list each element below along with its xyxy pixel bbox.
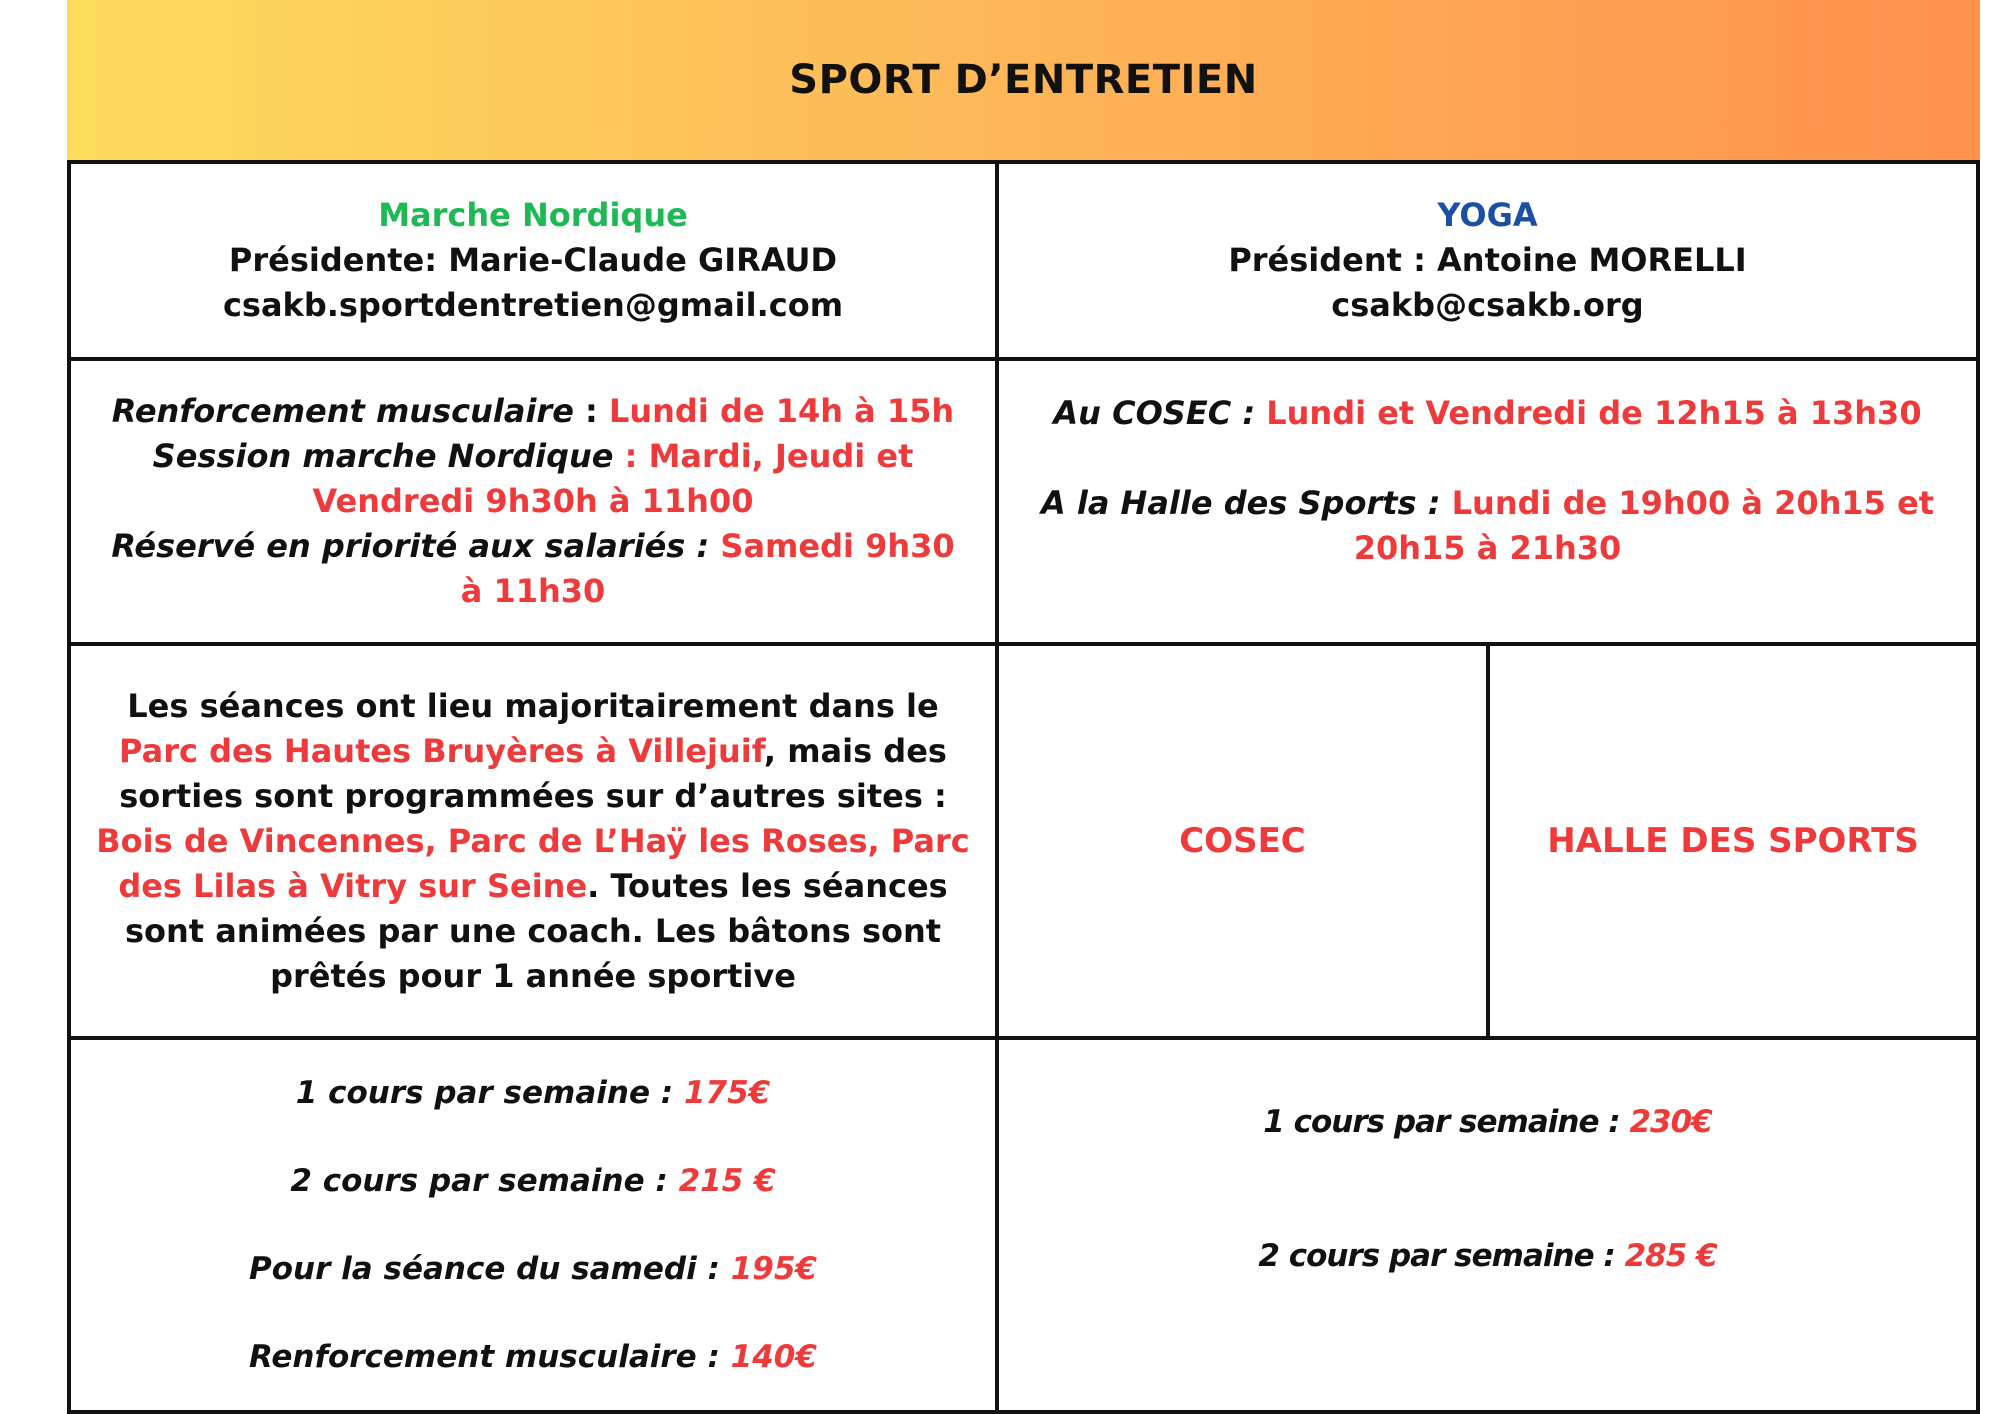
price-line: Pour la séance du samedi : 195€ (249, 1251, 817, 1287)
price-line: 1 cours par semaine : 175€ (295, 1075, 771, 1111)
price-line: 2 cours par semaine : 215 € (290, 1163, 776, 1199)
marche-email: csakb.sportdentretien@gmail.com (222, 286, 844, 324)
marche-header-cell (71, 164, 995, 357)
page-title: SPORT D’ENTRETIEN (789, 57, 1258, 103)
venue-halle-cell (1490, 646, 1976, 1036)
venue-cosec: COSEC (1179, 821, 1306, 861)
yoga-email: csakb@csakb.org (1331, 286, 1644, 324)
venue-halle: HALLE DES SPORTS (1547, 821, 1919, 861)
table-border-bottom (67, 1410, 1980, 1414)
yoga-president: Président : Antoine MORELLI (1228, 241, 1747, 279)
renfo-value: Lundi de 14h à 15h (608, 392, 955, 430)
yoga-schedule-cell (999, 361, 1976, 642)
schedule-halle (1023, 481, 1952, 571)
yoga-name: YOGA (1437, 196, 1538, 234)
cosec-label: Au COSEC : (1053, 394, 1267, 432)
schedule-reserve (101, 524, 965, 614)
schedule-session (101, 434, 965, 524)
halle-value: Lundi de 19h00 à 20h15 et 20h15 à 21h30 (1353, 484, 1935, 567)
session-label: Session marche Nordique (152, 437, 614, 475)
schedule-renfo (112, 389, 954, 434)
title-banner (67, 0, 1980, 160)
price-line: 1 cours par semaine : 230€ (1263, 1104, 1712, 1140)
reserve-value: Samedi 9h30 à 11h30 (460, 527, 955, 610)
marche-prices-cell (71, 1040, 995, 1410)
marche-schedule-cell (71, 361, 995, 642)
halle-label: A la Halle des Sports : (1040, 484, 1452, 522)
reserve-label: Réservé en priorité aux salariés : (111, 527, 721, 565)
marche-description-cell (71, 646, 995, 1036)
marche-name: Marche Nordique (378, 196, 688, 234)
schedule-cosec (1053, 391, 1921, 436)
session-value: : Mardi, Jeudi et Vendredi 9h30h à 11h00 (312, 437, 914, 520)
venue-cosec-cell (999, 646, 1486, 1036)
renfo-sep: : (573, 392, 609, 430)
yoga-header-cell (999, 164, 1976, 357)
marche-president: Présidente: Marie-Claude GIRAUD (228, 241, 838, 279)
yoga-prices-cell (999, 1040, 1976, 1410)
cosec-value: Lundi et Vendredi de 12h15 à 13h30 (1266, 394, 1922, 432)
table-border-right (1976, 160, 1980, 1414)
price-line: Renforcement musculaire : 140€ (249, 1339, 817, 1375)
marche-description: Les séances ont lieu majoritairement dans le Parc des Hautes Bruyères à Villejuif, mais des sorties sont programmées sur d’autres sites : Bois de Vincennes, Parc de L’Haÿ les Roses, Parc des Lilas à Vitry sur Seine. Toutes les séances sont animées par une coach. Les bâtons sont prêtés pour 1 année sportive (96, 686, 970, 995)
price-line: 2 cours par semaine : 285 € (1258, 1238, 1717, 1274)
renfo-label: Renforcement musculaire (111, 392, 574, 430)
